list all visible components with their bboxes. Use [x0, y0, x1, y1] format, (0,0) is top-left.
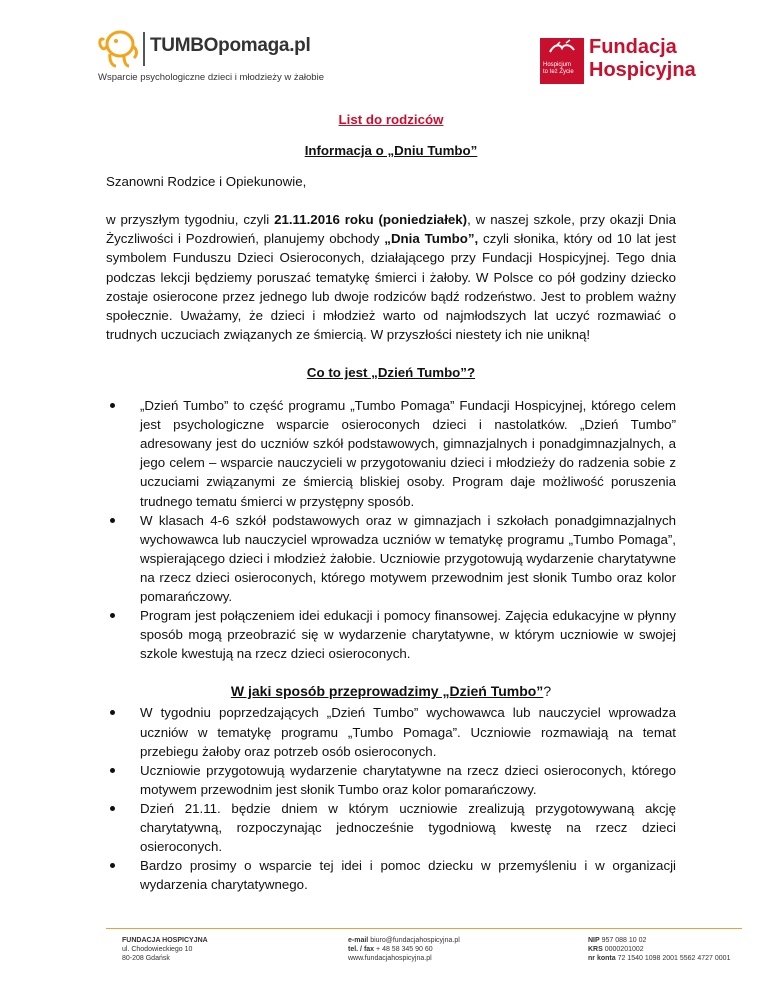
list-item: Uczniowie przygotowują wydarzenie charytatywne na rzecz dzieci osieroconych, którego motywem przewodnim jest słonik Tumbo oraz kolor pomarańczowy.: [106, 761, 676, 799]
footer-krs: 0000201002: [604, 946, 644, 953]
logo-divider: [143, 32, 145, 66]
footer-address: [122, 936, 208, 963]
letterhead: [0, 0, 768, 100]
bullet-icon: [110, 768, 115, 773]
tumbo-logo-name: TUMBOpomaga.pl: [150, 35, 311, 56]
list-item: „Dzień Tumbo” to część programu „Tumbo Pomaga” Fundacji Hospicyjnej, którego celem jest psychologiczne wsparcie osieroconych dzieci i nastolatków. „Dzień Tumbo” adresowany jest do uczniów szkół podstawowych, gimnazjalnych i ponadgimnazjalnych, a jego celem – wsparcie nauczycieli w przygotowaniu dzieci i młodzieży do radzenia sobie z uczuciami związanymi ze śmiercią bliskiej osoby. Program daje możliwość poruszenia trudnego tematu śmierci w przystępny sposób.: [106, 396, 676, 511]
tumbo-tagline: Wsparcie psychologiczne dzieci i młodzieży w żałobie: [98, 72, 324, 83]
footer-account: 72 1540 1098 2001 5562 4727 0001: [617, 955, 731, 962]
tumbo-logo: [96, 26, 326, 86]
letter-subtitle: Informacja o „Dniu Tumbo”: [304, 143, 478, 159]
bullet-icon: [110, 710, 115, 715]
fh-name-line1: Fundacja: [589, 36, 677, 58]
fh-box-line2: to też Życie: [543, 69, 574, 75]
bullet-icon: [110, 403, 115, 408]
heart-icon: [540, 38, 584, 60]
section-what-is-list: [106, 396, 676, 663]
list-item: Dzień 21.11. będzie dniem w którym uczniowie zrealizują przygotowywaną akcję charytatywną, rozpoczynając jednocześnie tygodniową kwestę na rzecz dzieci osieroconych.: [106, 799, 676, 856]
intro-paragraph: w przyszłym tygodniu, czyli 21.11.2016 roku (poniedziałek), w naszej szkole, przy okazji Dnia Życzliwości i Pozdrowień, planujemy obchody „Dnia Tumbo”, czyli słonika, który od 10 lat jest symbolem Funduszu Dzieci Osieroconych, działającego przy Fundacji Hospicyjnej. Tego dnia podczas lekcji będziemy poruszać tematykę śmierci i żałoby. W Polsce co pół godziny dziecko zostaje osierocone przez jednego lub dwoje rodziców bądź rodzeństwo. Jest to problem ważny społecznie. Uważamy, że dzieci i młodzież warto od najmłodszych lat uczyć rozmawiać o trudnych uczuciach związanych ze śmiercią. W przyszłości niestety ich nie unikną!: [106, 212, 677, 342]
bullet-icon: [110, 806, 115, 811]
elephant-icon: [96, 26, 140, 70]
list-item: W tygodniu poprzedzających „Dzień Tumbo” wychowawca lub nauczyciel wprowadza uczniów w tematykę programu „Tumbo Pomaga”. Uczniowie rozmawiają na temat przebiegu żałoby oraz potrzeb osób osieroconych.: [106, 703, 676, 760]
greeting: Szanowni Rodzice i Opiekunowie,: [106, 174, 307, 190]
list-item: Bardzo prosimy o wsparcie tej idei i pomoc dziecku w przemyśleniu i w organizacji wydarzenia charytatywnego.: [106, 856, 676, 894]
fundacja-hospicyjna-logo: [540, 38, 710, 88]
fh-logo-name: [589, 36, 696, 82]
section-how-list: [106, 703, 676, 894]
footer-org: FUNDACJA HOSPICYJNA: [122, 937, 208, 944]
bullet-icon: [110, 518, 115, 523]
footer-contact: e-mail biuro@fundacjahospicyjna.pl tel. / fax + 48 58 345 90 60 www.fundacjahospicyjna.pl: [348, 937, 460, 962]
footer-city: 80-208 Gdańsk: [122, 955, 170, 962]
list-item: Program jest połączeniem idei edukacji i pomocy finansowej. Zajęcia edukacyjne w płynny sposób mogą przeobrazić się w wydarzenie charytatywne, w którym uczniowie w swojej szkole kwestują na rzecz dzieci osieroconych.: [106, 606, 676, 663]
fh-box-line1: Hospicjum: [543, 62, 572, 68]
footer-street: ul. Chodowieckiego 10: [122, 946, 193, 953]
fh-name-line2: Hospicyjna: [589, 59, 696, 81]
footer-registry: NIP 957 088 10 02 KRS 0000201002 nr konta 72 1540 1098 2001 5562 4727 0001: [588, 937, 731, 962]
footer-divider: [106, 928, 742, 929]
bullet-icon: [110, 863, 115, 868]
event-name: „Dnia Tumbo”,: [384, 231, 479, 247]
letter-body: [106, 110, 676, 894]
section-how-title: W jaki sposób przeprowadzimy „Dzień Tumbo”?: [230, 683, 552, 700]
footer-nip: 957 088 10 02: [601, 937, 647, 944]
list-item: W klasach 4-6 szkół podstawowych oraz w gimnazjach i szkołach ponadgimnazjalnych wychowawca lub nauczyciel wprowadza uczniów w tematykę programu „Tumbo Pomaga”, wspierającego dzieci i młodzież żałobie. Uczniowie przygotowują wydarzenie charytatywne na rzecz dzieci osieroconych, którego motywem przewodnim jest słonik Tumbo oraz kolor pomarańczowy.: [106, 511, 676, 606]
fh-logo-box: [540, 38, 584, 84]
bullet-icon: [110, 613, 115, 618]
footer-website[interactable]: www.fundacjahospicyjna.pl: [348, 955, 432, 962]
event-date: 21.11.2016 roku (poniedziałek): [274, 212, 468, 228]
footer-email[interactable]: biuro@fundacjahospicyjna.pl: [370, 937, 460, 944]
letter-title: List do rodziców: [338, 112, 444, 127]
footer-tel: + 48 58 345 90 60: [376, 946, 433, 953]
section-what-is-title: Co to jest „Dzień Tumbo”?: [306, 364, 476, 380]
